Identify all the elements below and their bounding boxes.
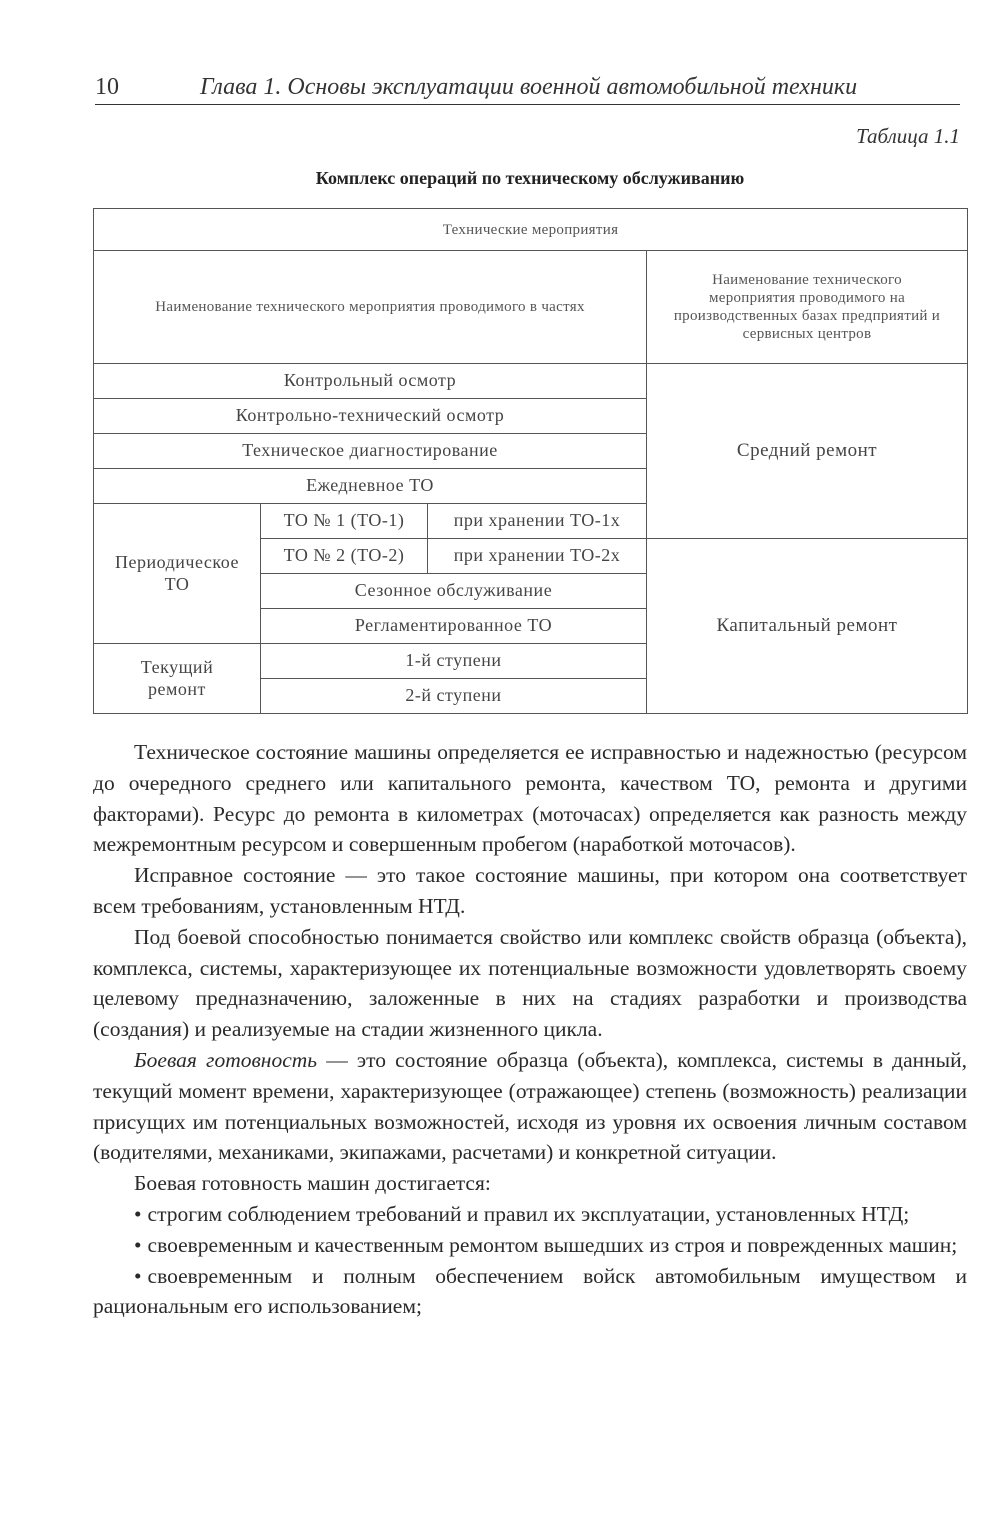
paragraph: Техническое состояние машины определяется ее исправностью и надежностью (ресурсом до очередного среднего или капитального ремонта, качеством ТО, ремонта и другими факторами). Ресурс до ремонта в километрах (моточасах) определяется как разность между межремонтным ресурсом и совершенным пробегом (наработкой моточасов).: [93, 740, 967, 857]
table-cell: Контрольно-технический осмотр: [94, 399, 647, 434]
table-cell: при хранении ТО-1х: [428, 504, 647, 539]
table-cell: ТО № 1 (ТО-1): [261, 504, 428, 539]
table-cell-capital-repair: Капитальный ремонт: [647, 539, 968, 714]
list-item-text: своевременным и полным обеспечением войск автомобильным имуществом и рациональным его использованием;: [93, 1263, 967, 1319]
paragraph: Под боевой способностью понимается свойство или комплекс свойств образца (объекта), комплекса, системы, характеризующее их потенциальные возможности удовлетворять своему целевому предназначению, заложенные в них на стадиях разработки и производства (создания) и реализуемые на стадии жизненного цикла.: [93, 924, 967, 1042]
table-cell: Техническое диагностирование: [94, 434, 647, 469]
table-cell-current-repair: Текущий ремонт: [94, 644, 261, 714]
list-item-text: своевременным и качественным ремонтом вышедших из строя и поврежденных машин;: [147, 1232, 958, 1257]
paragraph-rest: — это состояние образца (объекта), комплекса, системы в данный, текущий момент времени, характеризующее (отражающее) степень (возможность) реализации присущих им потенциальных возможностей, исходя из уровня их освоения личным составом (водителями, механиками, экипажами, расчетами) и конкретной ситуации.: [93, 1047, 967, 1165]
table-label: Таблица 1.1: [856, 124, 960, 148]
paragraph: Исправное состояние — это такое состояние машины, при котором она соответствует всем требованиям, установленным НТД.: [93, 863, 967, 918]
table-cell: при хранении ТО-2х: [428, 539, 647, 574]
body-text: [93, 737, 967, 1322]
page-number: 10: [95, 74, 119, 100]
table-cell: Контрольный осмотр: [94, 364, 647, 399]
table-cell: Регламентированное ТО: [261, 609, 647, 644]
list-item: [93, 1230, 967, 1261]
list-item: [93, 1261, 967, 1323]
table-cell: 1-й ступени: [261, 644, 647, 679]
maintenance-table: [93, 208, 968, 714]
table-cell: 2-й ступени: [261, 679, 647, 714]
chapter-title: Глава 1. Основы эксплуатации военной автомобильной техники: [200, 74, 858, 100]
table-cell-periodic-to: Периодическое ТО: [94, 504, 261, 644]
running-header: [95, 68, 960, 105]
term-combat-readiness: Боевая готовность: [134, 1047, 318, 1072]
table-col1-header: Наименование технического мероприятия проводимого в частях: [94, 251, 647, 364]
bullet-icon: •: [134, 1263, 142, 1288]
table-cell: ТО № 2 (ТО-2): [261, 539, 428, 574]
paragraph: [93, 1045, 967, 1168]
paragraph: Боевая готовность машин достигается:: [134, 1171, 491, 1196]
table-top-header: Технические мероприятия: [94, 209, 968, 251]
bullet-icon: •: [134, 1232, 142, 1257]
table-cell-medium-repair: Средний ремонт: [647, 364, 968, 539]
table-cell: Сезонное обслуживание: [261, 574, 647, 609]
table-cell: Ежедневное ТО: [94, 469, 647, 504]
list-item-text: строгим соблюдением требований и правил их эксплуатации, установленных НТД;: [147, 1201, 910, 1226]
list-item: [93, 1199, 967, 1230]
table-caption: Комплекс операций по техническому обслуживанию: [315, 168, 745, 188]
table-col2-header: Наименование технического мероприятия проводимого на производственных базах предприятий и сервисных центров: [647, 251, 968, 364]
bullet-icon: •: [134, 1201, 142, 1226]
